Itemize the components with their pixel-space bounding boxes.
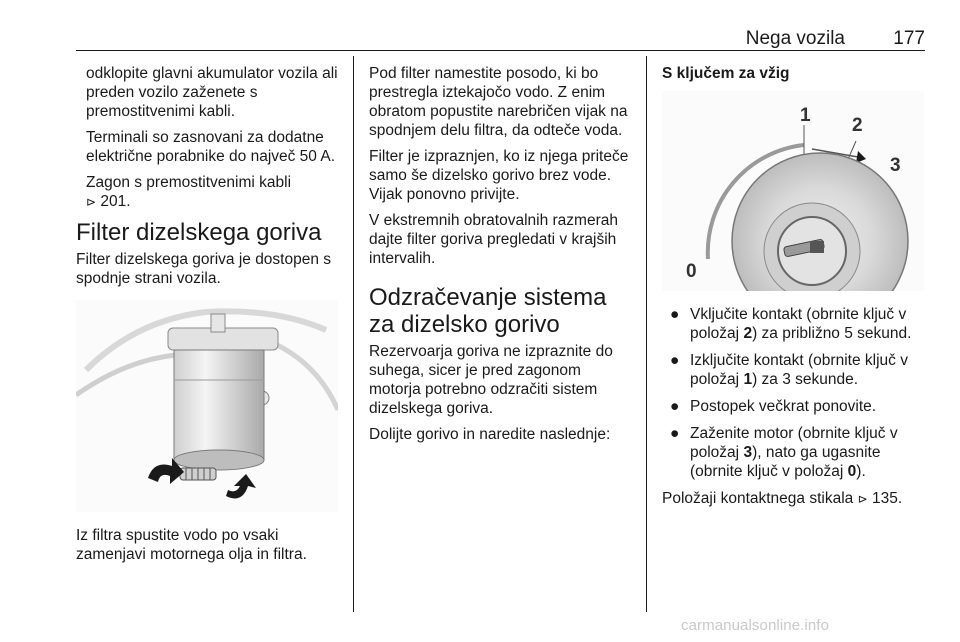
column-divider-left (353, 56, 354, 612)
column-left (76, 64, 344, 571)
paragraph: V ekstremnih obratovalnih razmerah dajte filter goriva pregledati v krajših intervalih. (369, 212, 618, 267)
paragraph: Filter dizelskega goriva je dostopen s spodnje strani vozila. (76, 251, 332, 287)
page-header (76, 28, 925, 51)
page-ref-arrow-icon: ⊳ (86, 195, 97, 209)
section-heading: Odzračevanje sistema za dizelsko gorivo (369, 284, 607, 338)
column-middle (369, 64, 634, 451)
header-title: Nega vozila (745, 28, 845, 49)
page-ref[interactable]: 201. (96, 193, 131, 210)
cross-reference: Položaji kontaktnega stikala ⊳ 135. (662, 490, 903, 507)
page-ref-arrow-icon: ⊳ (857, 492, 868, 506)
column-divider-right (646, 56, 647, 612)
position-label-3: 3 (890, 155, 901, 176)
fuel-filter-illustration (76, 300, 338, 512)
list-item: ● Vključite kontakt (obrnite ključ v položaj 2) za približno 5 sekund. (670, 306, 912, 342)
bullet-icon: ● (670, 425, 680, 442)
paragraph: Filter je izpraznjen, ko iz njega priteče samo še dizelsko gorivo brez vode. Vijak ponovno privijte. (369, 148, 629, 203)
paragraph: Terminali so zasnovani za dodatne električne porabnike do največ 50 A. (86, 129, 336, 165)
paragraph: Dolijte gorivo in naredite naslednje: (369, 426, 611, 443)
section-heading: Filter dizelskega goriva (76, 219, 322, 246)
paragraph: odklopite glavni akumulator vozila ali preden vozilo zaženete s premostitvenimi kabli. (86, 65, 338, 120)
paragraph: Rezervoarja goriva ne izpraznite do suhega, sicer je pred zagonom motorja potrebno odzračiti sistem dizelskega goriva. (369, 343, 613, 417)
page-ref[interactable]: 135. (867, 490, 903, 507)
cross-reference (76, 173, 344, 212)
position-label-0: 0 (686, 261, 697, 282)
bullet-icon: ● (670, 306, 680, 323)
instruction-list (662, 305, 930, 481)
ignition-key-figure (662, 91, 924, 291)
column-right (662, 64, 930, 516)
list-item: ● Zaženite motor (obrnite ključ v položaj 3), nato ga ugasnite (obrnite ključ v položaj 0). (670, 425, 898, 480)
figure-caption: Iz filtra spustite vodo po vsaki zamenjavi motornega olja in filtra. (76, 527, 307, 563)
list-item: ● Izključite kontakt (obrnite ključ v položaj 1) za 3 sekunde. (670, 352, 908, 388)
ignition-lock-illustration (662, 91, 924, 291)
position-label-1: 1 (800, 105, 811, 126)
paragraph: Pod filter namestite posodo, ki bo prestregla iztekajočo vodo. Z enim obratom popustite narebričen vijak na spodnjem delu filtra, da odteče voda. (369, 65, 628, 139)
watermark: carmanualsonline.info (681, 617, 830, 634)
list-item: ● Postopek večkrat ponovite. (670, 398, 877, 415)
position-label-2: 2 (852, 115, 863, 136)
bullet-icon: ● (670, 398, 680, 415)
page-number: 177 (893, 28, 925, 49)
bullet-icon: ● (670, 352, 680, 369)
reference-text: Zagon s premostitvenimi kabli (86, 174, 292, 191)
subsection-heading: S ključem za vžig (662, 65, 790, 82)
fuel-filter-figure (76, 300, 338, 512)
